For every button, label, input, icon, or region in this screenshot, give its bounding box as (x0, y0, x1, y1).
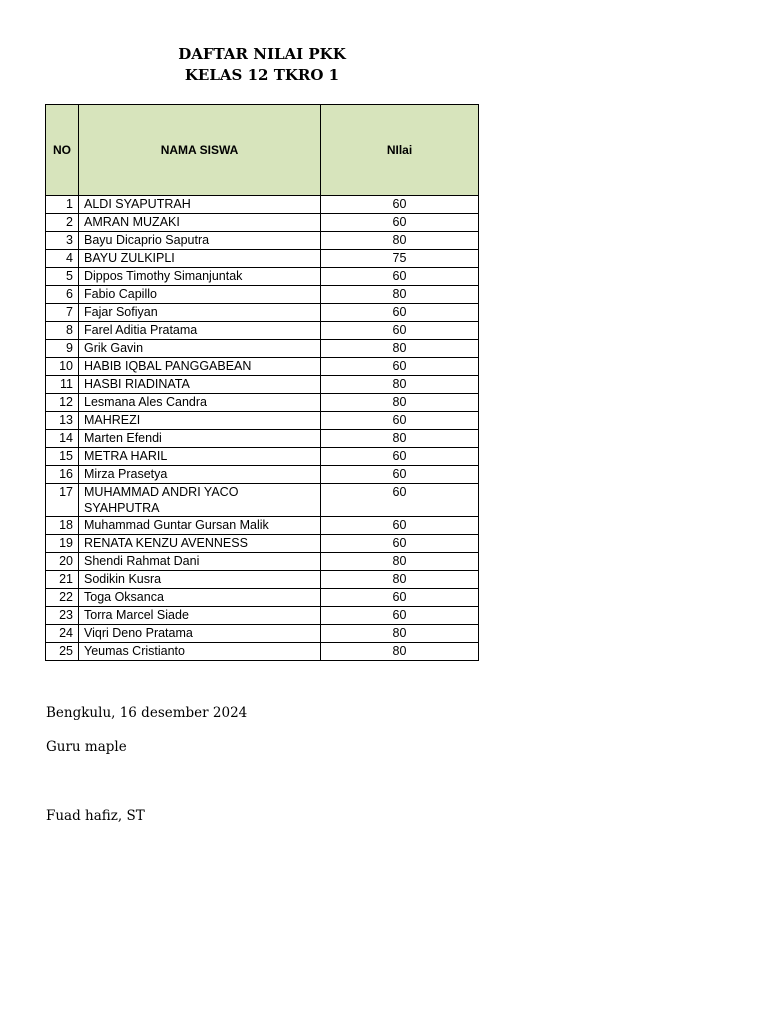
row-number: 5 (46, 268, 79, 286)
student-name: MUHAMMAD ANDRI YACO SYAHPUTRA (79, 484, 321, 517)
grade-value: 60 (321, 214, 479, 232)
row-number: 7 (46, 304, 79, 322)
row-number: 22 (46, 589, 79, 607)
grade-value: 80 (321, 553, 479, 571)
student-name: HABIB IQBAL PANGGABEAN (79, 358, 321, 376)
grade-value: 60 (321, 484, 479, 517)
table-row (46, 517, 479, 535)
row-number: 16 (46, 466, 79, 484)
grade-value: 80 (321, 571, 479, 589)
student-name: ALDI SYAPUTRAH (79, 196, 321, 214)
title-line-1: DAFTAR NILAI PKK (178, 45, 346, 63)
grade-value: 60 (321, 268, 479, 286)
student-name: Marten Efendi (79, 430, 321, 448)
row-number: 15 (46, 448, 79, 466)
student-name: Sodikin Kusra (79, 571, 321, 589)
table-row (46, 466, 479, 484)
grade-value: 60 (321, 517, 479, 535)
grade-value: 80 (321, 340, 479, 358)
grades-table (45, 104, 479, 661)
table-row (46, 571, 479, 589)
student-name: Dippos Timothy Simanjuntak (79, 268, 321, 286)
grade-value: 60 (321, 304, 479, 322)
grade-value: 80 (321, 232, 479, 250)
table-row (46, 553, 479, 571)
row-number: 11 (46, 376, 79, 394)
table-row (46, 358, 479, 376)
table-row (46, 625, 479, 643)
row-number: 24 (46, 625, 79, 643)
student-name: Farel Aditia Pratama (79, 322, 321, 340)
table-body (46, 196, 479, 661)
grade-value: 75 (321, 250, 479, 268)
title-line-2: KELAS 12 TKRO 1 (184, 66, 340, 84)
student-name: HASBI RIADINATA (79, 376, 321, 394)
table-row (46, 535, 479, 553)
grade-value: 80 (321, 376, 479, 394)
table-row (46, 196, 479, 214)
table-row (46, 268, 479, 286)
grade-value: 60 (321, 448, 479, 466)
table-row (46, 430, 479, 448)
row-number: 17 (46, 484, 79, 517)
student-name: Torra Marcel Siade (79, 607, 321, 625)
table-row (46, 286, 479, 304)
grade-value: 80 (321, 286, 479, 304)
student-name: BAYU ZULKIPLI (79, 250, 321, 268)
table-row (46, 394, 479, 412)
student-name: Fajar Sofiyan (79, 304, 321, 322)
grade-value: 60 (321, 322, 479, 340)
table-row (46, 643, 479, 661)
table-row (46, 340, 479, 358)
student-name: AMRAN MUZAKI (79, 214, 321, 232)
student-name: Fabio Capillo (79, 286, 321, 304)
table-row (46, 304, 479, 322)
row-number: 18 (46, 517, 79, 535)
table-row (46, 484, 479, 517)
row-number: 1 (46, 196, 79, 214)
row-number: 2 (46, 214, 79, 232)
table-header-row (46, 105, 479, 196)
grade-value: 60 (321, 535, 479, 553)
row-number: 14 (46, 430, 79, 448)
grade-value: 80 (321, 430, 479, 448)
student-name: Viqri Deno Pratama (79, 625, 321, 643)
table-row (46, 322, 479, 340)
row-number: 23 (46, 607, 79, 625)
signatory-name: Fuad hafiz, ST (46, 808, 145, 824)
student-name: Muhammad Guntar Gursan Malik (79, 517, 321, 535)
table-row (46, 376, 479, 394)
student-name: Lesmana Ales Candra (79, 394, 321, 412)
row-number: 20 (46, 553, 79, 571)
student-name: Bayu Dicaprio Saputra (79, 232, 321, 250)
table-row (46, 214, 479, 232)
table-row (46, 607, 479, 625)
signer-role: Guru maple (46, 739, 127, 755)
row-number: 19 (46, 535, 79, 553)
student-name: Grik Gavin (79, 340, 321, 358)
student-name: Mirza Prasetya (79, 466, 321, 484)
row-number: 6 (46, 286, 79, 304)
row-number: 4 (46, 250, 79, 268)
document-title (45, 44, 479, 86)
table-row (46, 250, 479, 268)
grade-value: 80 (321, 643, 479, 661)
student-name: RENATA KENZU AVENNESS (79, 535, 321, 553)
header-no: NO (46, 105, 79, 196)
table-row (46, 232, 479, 250)
row-number: 3 (46, 232, 79, 250)
place-date: Bengkulu, 16 desember 2024 (46, 705, 248, 721)
grade-value: 80 (321, 625, 479, 643)
student-name: Toga Oksanca (79, 589, 321, 607)
grade-value: 60 (321, 589, 479, 607)
grade-value: 60 (321, 607, 479, 625)
grade-value: 60 (321, 412, 479, 430)
header-nilai: NIlai (321, 105, 479, 196)
table-row (46, 589, 479, 607)
grade-value: 60 (321, 196, 479, 214)
grade-value: 60 (321, 358, 479, 376)
grade-value: 60 (321, 466, 479, 484)
student-name: Yeumas Cristianto (79, 643, 321, 661)
student-name: METRA HARIL (79, 448, 321, 466)
row-number: 25 (46, 643, 79, 661)
table-row (46, 412, 479, 430)
header-nama-siswa: NAMA SISWA (79, 105, 321, 196)
grade-value: 80 (321, 394, 479, 412)
student-name: MAHREZI (79, 412, 321, 430)
row-number: 10 (46, 358, 79, 376)
row-number: 12 (46, 394, 79, 412)
row-number: 21 (46, 571, 79, 589)
row-number: 9 (46, 340, 79, 358)
student-name: Shendi Rahmat Dani (79, 553, 321, 571)
table-row (46, 448, 479, 466)
row-number: 13 (46, 412, 79, 430)
row-number: 8 (46, 322, 79, 340)
